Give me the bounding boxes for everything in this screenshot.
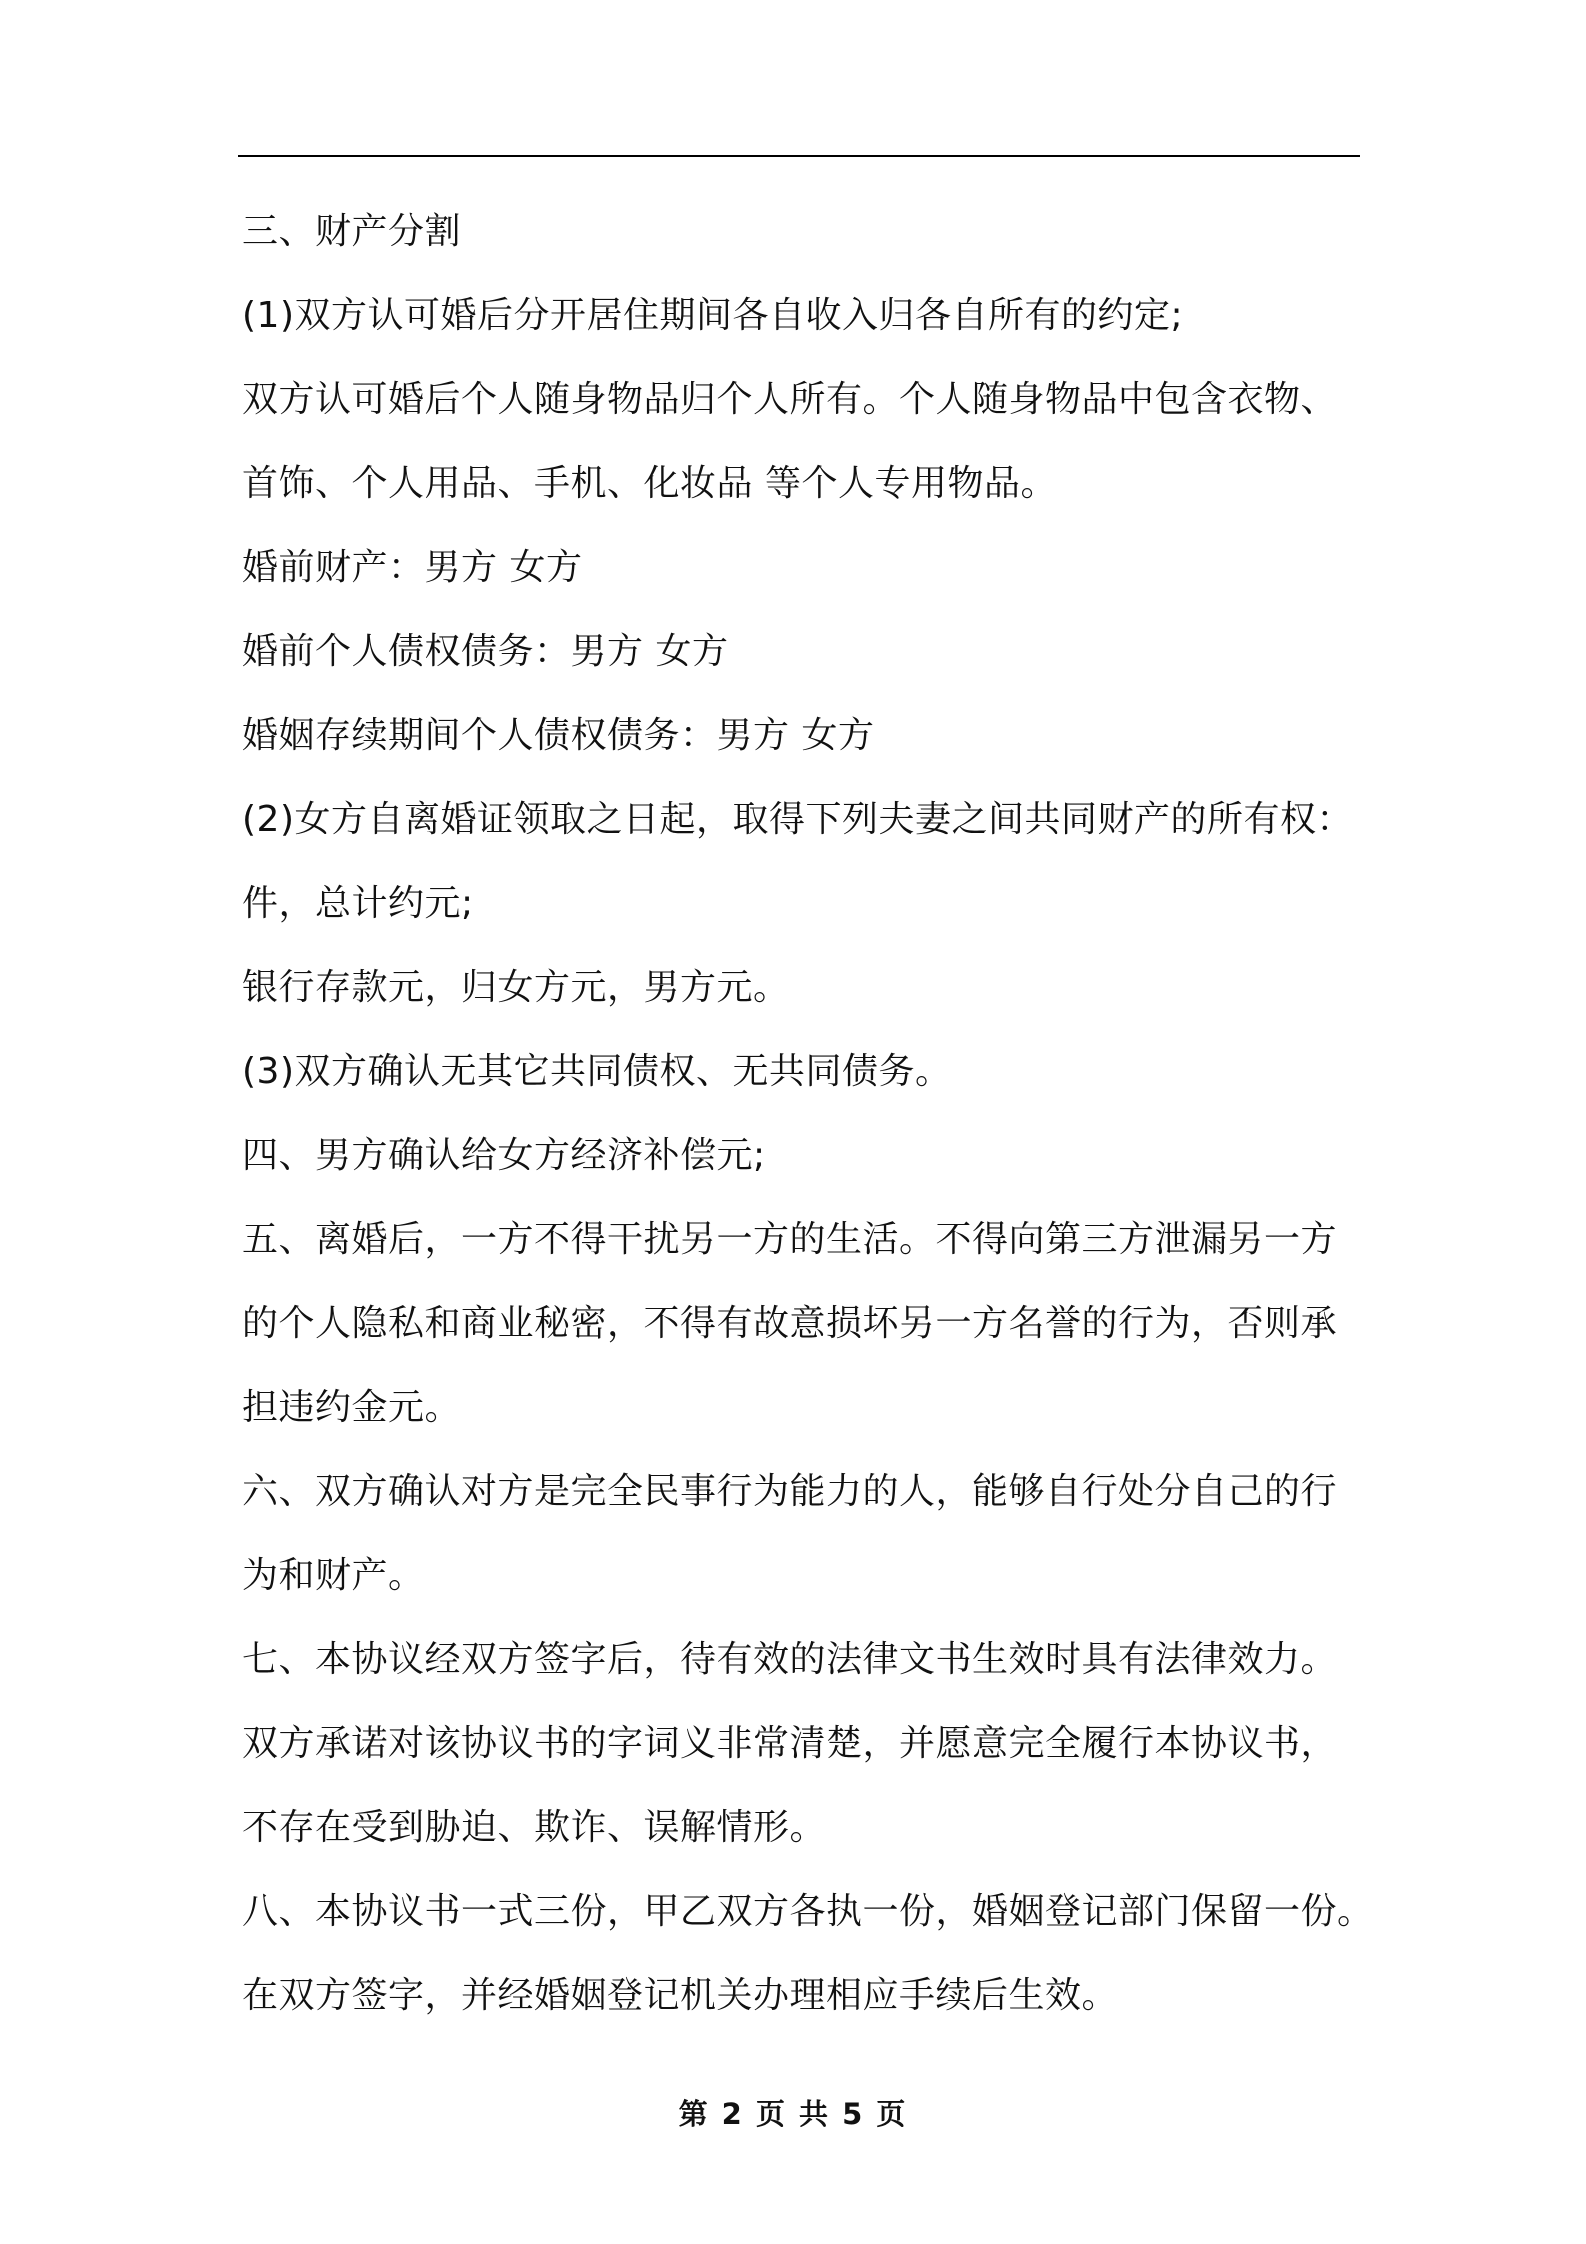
document-body — [242, 190, 1374, 2038]
paragraph-line: 婚前财产：男方 女方 — [242, 547, 583, 588]
section-heading-capacity: 六、双方确认对方是完全民事行为能力的人，能够自行处分自己的行 — [242, 1471, 1338, 1512]
section-heading-property-division: 三、财产分割 — [242, 211, 462, 252]
paragraph-line: 在双方签字，并经婚姻登记机关办理相应手续后生效。 — [242, 1975, 1119, 2016]
paragraph-line: (3)双方确认无其它共同债权、无共同债务。 — [242, 1051, 952, 1092]
paragraph-line: (1)双方认可婚后分开居住期间各自收入归各自所有的约定; — [242, 295, 1184, 336]
paragraph-line: 担违约金元。 — [242, 1387, 462, 1428]
paragraph-line: (2)女方自离婚证领取之日起，取得下列夫妻之间共同财产的所有权： — [242, 799, 1353, 840]
paragraph-line: 银行存款元，归女方元，男方元。 — [242, 967, 790, 1008]
paragraph-line: 件，总计约元; — [242, 883, 474, 924]
paragraph-line: 双方承诺对该协议书的字词义非常清楚，并愿意完全履行本协议书， — [242, 1723, 1338, 1764]
section-heading-effectiveness: 七、本协议经双方签字后，待有效的法律文书生效时具有法律效力。 — [242, 1639, 1338, 1680]
paragraph-line: 为和财产。 — [242, 1555, 425, 1596]
paragraph-line: 婚前个人债权债务：男方 女方 — [242, 631, 729, 672]
paragraph-line: 婚姻存续期间个人债权债务：男方 女方 — [242, 715, 875, 756]
section-heading-privacy: 五、离婚后，一方不得干扰另一方的生活。不得向第三方泄漏另一方 — [242, 1219, 1338, 1260]
paragraph-line: 双方认可婚后个人随身物品归个人所有。个人随身物品中包含衣物、 — [242, 379, 1338, 420]
paragraph-line: 的个人隐私和商业秘密，不得有故意损坏另一方名誉的行为，否则承 — [242, 1303, 1338, 1344]
paragraph-line: 首饰、个人用品、手机、化妆品 等个人专用物品。 — [242, 463, 1057, 504]
section-heading-copies: 八、本协议书一式三份，甲乙双方各执一份，婚姻登记部门保留一份。 — [242, 1891, 1374, 1932]
page-number-footer: 第 2 页 共 5 页 — [678, 2097, 908, 2131]
paragraph-line: 不存在受到胁迫、欺诈、误解情形。 — [242, 1807, 827, 1848]
section-heading-compensation: 四、男方确认给女方经济补偿元; — [242, 1135, 766, 1176]
header-divider — [238, 155, 1360, 157]
